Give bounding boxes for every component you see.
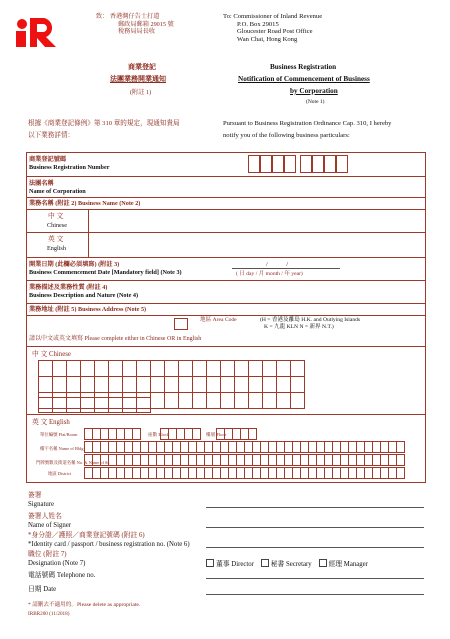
district-label: 地區 District	[48, 471, 72, 476]
building-label: 樓宇名稱 Name of Bldg	[40, 446, 84, 451]
name-label: 簽署人姓名 Name of Signer	[28, 513, 72, 529]
date-input-line[interactable]	[232, 268, 340, 269]
address-cell[interactable]	[94, 360, 109, 377]
desc-label-zh: 業務描述及業務性質 (附註 4)	[29, 284, 108, 291]
address-cell[interactable]	[220, 376, 235, 393]
address-hint: 請以中文或英文填寫 Please complete either in Chinese OR in English	[29, 336, 202, 342]
date-line[interactable]	[206, 594, 424, 595]
address-cell[interactable]	[234, 376, 249, 393]
commence-label-en: Business Commencement Date [Mandatory field] (Note 3)	[29, 269, 182, 276]
address-cell[interactable]	[80, 376, 95, 393]
name-line[interactable]	[206, 527, 424, 528]
address-cell[interactable]	[290, 376, 305, 393]
address-cell[interactable]	[80, 360, 95, 377]
area-code-label: 地區 Area Code	[200, 317, 237, 323]
tel-line[interactable]	[206, 578, 424, 579]
address-cell[interactable]	[150, 360, 165, 377]
address-cell[interactable]	[262, 360, 277, 377]
area-h: (H = 香港及離島 H.K. and Outlying Islands	[260, 317, 361, 323]
address-cell[interactable]	[290, 360, 305, 377]
address-cell[interactable]	[38, 360, 53, 377]
address-cell[interactable]	[192, 428, 201, 440]
zh-title-2: 法團業務開業通知	[110, 75, 166, 83]
address-cell[interactable]	[262, 376, 277, 393]
address-cell[interactable]	[52, 360, 67, 377]
en-title-3: by Corporation	[290, 87, 338, 95]
bizname-chinese-en: Chinese	[47, 222, 67, 229]
address-cell[interactable]	[234, 360, 249, 377]
manager-option[interactable]: 經理 Manager	[319, 561, 368, 568]
bizname-chinese-zh: 中 文	[48, 213, 64, 220]
zh-intro: 根據《商業登記條例》第 310 章的規定，現通知貴局 以下業務詳情：	[28, 120, 180, 139]
address-cell[interactable]	[192, 392, 207, 409]
address-cell[interactable]	[248, 392, 263, 409]
manager-checkbox[interactable]	[319, 559, 327, 567]
tel-label: 電話號碼 Telephone no.	[28, 572, 96, 579]
address-cell[interactable]	[276, 392, 291, 409]
secretary-option[interactable]: 秘書 Secretary	[261, 561, 312, 568]
flat-room-label: 單位編號 Flat/Room	[40, 432, 78, 437]
bizname-english-zh: 英 文	[48, 236, 64, 243]
address-cell[interactable]	[150, 376, 165, 393]
address-cell[interactable]	[150, 392, 165, 409]
address-cell[interactable]	[38, 376, 53, 393]
address-cell[interactable]	[66, 376, 81, 393]
address-cell[interactable]	[178, 376, 193, 393]
secretary-checkbox[interactable]	[261, 559, 269, 567]
corp-label-en: Name of Corporation	[29, 188, 86, 195]
address-cell[interactable]	[178, 392, 193, 409]
address-cell[interactable]	[66, 397, 81, 413]
en-intro: Pursuant to Business Registration Ordinance Cap. 310, I hereby notify you of the following business particulars:	[223, 120, 392, 139]
director-checkbox[interactable]	[206, 559, 214, 567]
address-label: 業務地址 (附註 5) Business Address (Note 5)	[29, 306, 147, 313]
address-cell[interactable]	[80, 397, 95, 413]
ird-logo	[10, 14, 66, 48]
desc-label-en: Business Description and Nature (Note 4)	[29, 292, 139, 299]
address-cell[interactable]	[38, 397, 53, 413]
id-label: *身分證／護照／商業登記號碼 (附註 6) *Identity card / passport / business registration no. (Note 6)	[28, 532, 190, 548]
area-code-box[interactable]	[174, 318, 188, 330]
signature-line[interactable]	[206, 507, 424, 508]
address-cell[interactable]	[178, 360, 193, 377]
date-hint: ( 日 day / 月 month / 年 year)	[236, 271, 303, 277]
address-cell[interactable]	[276, 376, 291, 393]
en-title-note: (Note 1)	[306, 99, 325, 105]
address-cell[interactable]	[206, 360, 221, 377]
address-cell[interactable]	[122, 376, 137, 393]
address-cell[interactable]	[220, 392, 235, 409]
address-cell[interactable]	[136, 360, 151, 377]
english-section-label: 英 文 English	[32, 419, 70, 426]
address-cell[interactable]	[234, 392, 249, 409]
block-label: 座數 Block	[148, 432, 170, 437]
commence-label-zh: 開業日期 (此欄必須填寫) (附註 3)	[29, 261, 120, 268]
address-cell[interactable]	[122, 397, 137, 413]
address-cell[interactable]	[136, 397, 151, 413]
address-cell[interactable]	[396, 467, 405, 479]
en-address: To: Commissioner of Inland Revenue P.O. Box 29015 Gloucester Road Post Office Wan Chai, Hong Kong	[223, 13, 323, 43]
address-cell[interactable]	[192, 376, 207, 393]
chinese-section-label: 中 文 Chinese	[32, 351, 71, 358]
address-cell[interactable]	[396, 441, 405, 453]
address-cell[interactable]	[136, 376, 151, 393]
address-cell[interactable]	[220, 360, 235, 377]
address-cell[interactable]	[132, 428, 141, 440]
en-title-2: Notification of Commencement of Business	[238, 75, 370, 83]
en-title-1: Business Registration	[270, 63, 337, 71]
sign-label: 簽署 Signature	[28, 492, 55, 508]
form-code: IRBR200 (11/2018)	[28, 611, 70, 617]
zh-title-1: 商業登記	[128, 63, 156, 71]
address-cell[interactable]	[164, 392, 179, 409]
address-cell[interactable]	[164, 360, 179, 377]
designation-options	[206, 559, 368, 569]
corp-label-zh: 法團名稱	[29, 180, 54, 187]
id-line[interactable]	[206, 547, 424, 548]
designation-label: 職位 (附註 7) Designation (Note 7)	[28, 551, 86, 567]
address-cell[interactable]	[66, 360, 81, 377]
address-cell[interactable]	[248, 428, 257, 440]
director-option[interactable]: 董事 Director	[206, 561, 254, 568]
address-cell[interactable]	[192, 360, 207, 377]
date-slashes: / /	[266, 261, 289, 268]
address-cell[interactable]	[248, 360, 263, 377]
street-label: 門牌號數及街道名稱 No. & Name of St.	[36, 460, 110, 465]
address-cell[interactable]	[108, 360, 123, 377]
address-cell[interactable]	[206, 392, 221, 409]
address-cell[interactable]	[164, 376, 179, 393]
address-cell[interactable]	[52, 376, 67, 393]
address-cell[interactable]	[206, 376, 221, 393]
address-cell[interactable]	[52, 397, 67, 413]
address-cell[interactable]	[276, 360, 291, 377]
address-cell[interactable]	[108, 397, 123, 413]
address-cell[interactable]	[262, 392, 277, 409]
address-cell[interactable]	[108, 376, 123, 393]
address-cell[interactable]	[94, 397, 109, 413]
zh-title-note: (附註 1)	[130, 89, 152, 96]
address-cell[interactable]	[396, 454, 405, 466]
address-cell[interactable]	[122, 360, 137, 377]
area-k: K = 九龍 KLN N = 新界 N.T.)	[264, 324, 334, 330]
delete-note: * 請刪去不適用的。Please delete as appropriate.	[28, 602, 141, 608]
floor-label: 樓層 Floor	[206, 432, 227, 437]
zh-address: 致： 香港灣仔告士打道 郵政局郵箱 29015 號 稅務局局長收	[96, 13, 174, 35]
date-label: 日期 Date	[28, 586, 57, 593]
address-cell[interactable]	[290, 392, 305, 409]
address-cell[interactable]	[94, 376, 109, 393]
brn-label-en: Business Registration Number	[29, 164, 110, 171]
bizname-english-en: English	[47, 245, 66, 252]
bizname-label: 業務名稱 (附註 2) Business Name (Note 2)	[29, 200, 141, 207]
address-cell[interactable]	[248, 376, 263, 393]
brn-label-zh: 商業登記號碼	[29, 156, 67, 163]
